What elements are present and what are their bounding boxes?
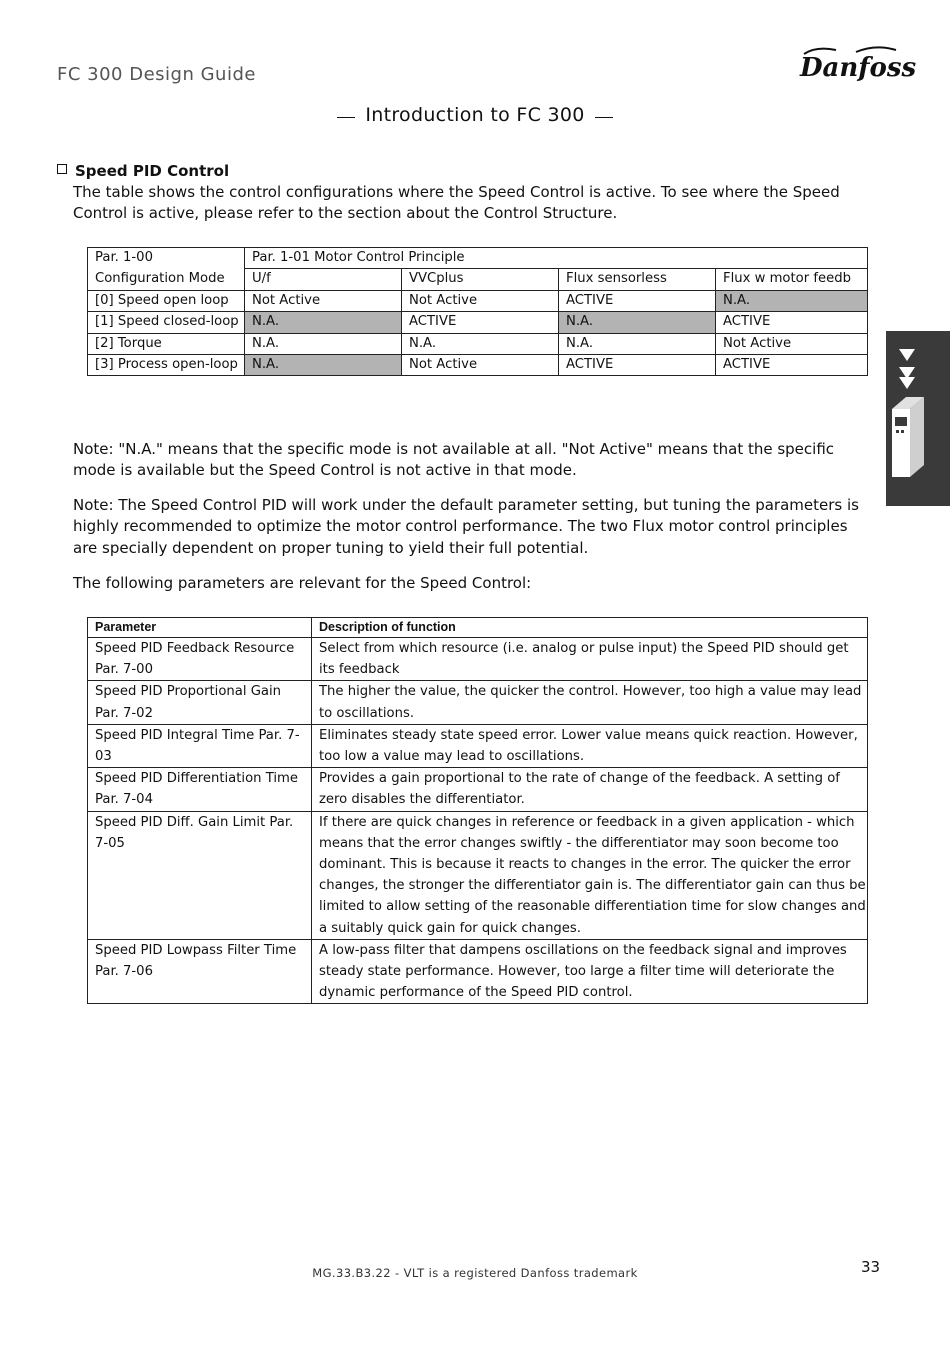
table-cell: Not Active	[716, 333, 868, 354]
table-cell: ACTIVE	[716, 355, 868, 376]
table-cell-shaded: N.A.	[245, 355, 402, 376]
table-cell-shaded: N.A.	[716, 290, 868, 311]
description-cell: Provides a gain proportional to the rate of change of the feedback. A setting of zero disables the differentiator.	[312, 768, 868, 811]
table-row	[88, 724, 868, 767]
table-cell: N.A.	[402, 333, 559, 354]
column-header: Flux sensorless	[559, 269, 716, 290]
parameter-cell: Speed PID Lowpass Filter Time Par. 7-06	[88, 939, 312, 1004]
table-row	[88, 290, 868, 311]
description-cell: Select from which resource (i.e. analog or pulse input) the Speed PID should get its feedback	[312, 638, 868, 681]
description-cell: Eliminates steady state speed error. Lower value means quick reaction. However, too low a value may lead to oscillations.	[312, 724, 868, 767]
table-cell: Not Active	[245, 290, 402, 311]
parameters-intro: The following parameters are relevant for the Speed Control:	[73, 574, 532, 592]
table-cell: ACTIVE	[559, 290, 716, 311]
footer-trademark: MG.33.B3.22 - VLT is a registered Danfoss trademark	[312, 1266, 638, 1280]
table-row	[88, 638, 868, 681]
table-cell: ACTIVE	[559, 355, 716, 376]
corner-cell-line1: Par. 1-00	[88, 248, 245, 269]
mode-cell: [1] Speed closed-loop	[88, 312, 245, 333]
subsection-title: Speed PID Control	[75, 162, 230, 180]
parameter-table	[87, 617, 868, 1004]
table-cell: ACTIVE	[716, 312, 868, 333]
table-cell-shaded: N.A.	[245, 312, 402, 333]
heading-dash-left	[337, 117, 355, 118]
svg-text:Danfoss: Danfoss	[800, 53, 917, 83]
table-cell: Not Active	[402, 290, 559, 311]
table-row	[88, 355, 868, 376]
note-na-paragraph: Note: "N.A." means that the specific mode is not available at all. "Not Active" means that the specific mode is available but the Speed Control is not active in that mode.	[73, 440, 835, 480]
mode-cell: [2] Torque	[88, 333, 245, 354]
table-cell: Not Active	[402, 355, 559, 376]
column-header: U/f	[245, 269, 402, 290]
parameter-cell: Speed PID Differentiation Time Par. 7-04	[88, 768, 312, 811]
column-header-parameter: Parameter	[88, 618, 312, 638]
table-cell-shaded: N.A.	[559, 312, 716, 333]
parameter-cell: Speed PID Proportional Gain Par. 7-02	[88, 681, 312, 724]
chapter-side-tab	[886, 331, 950, 506]
table-cell: N.A.	[245, 333, 402, 354]
config-columns-row	[88, 269, 868, 290]
square-bullet-icon	[57, 164, 67, 174]
description-cell: The higher the value, the quicker the control. However, too high a value may lead to oscillations.	[312, 681, 868, 724]
drive-unit-icon	[886, 331, 950, 506]
config-header-row	[88, 248, 868, 269]
table-row	[88, 811, 868, 939]
intro-paragraph: The table shows the control configurations where the Speed Control is active. To see where the Speed Control is active, please refer to the section about the Control Structure.	[73, 183, 840, 223]
description-cell: If there are quick changes in reference or feedback in a given application - which means that the error changes swiftly - the differentiator may soon become too dominant. This is because it reacts to changes in the error. The quicker the error changes, the stronger the differentiator gain is. The differentiator gain can thus be limited to allow setting of the reasonable differentiation time for slow changes and a suitably quick gain for quick changes.	[312, 811, 868, 939]
document-title: FC 300 Design Guide	[57, 64, 256, 85]
heading-dash-right	[595, 117, 613, 118]
table-row	[88, 768, 868, 811]
column-header: VVCplus	[402, 269, 559, 290]
table-cell: ACTIVE	[402, 312, 559, 333]
description-cell: A low-pass filter that dampens oscillations on the feedback signal and improves steady state performance. However, too large a filter time will deteriorate the dynamic performance of the Speed PID control.	[312, 939, 868, 1004]
configuration-table	[87, 247, 868, 376]
mode-cell: [3] Process open-loop	[88, 355, 245, 376]
section-heading	[0, 104, 950, 126]
subsection-heading	[57, 162, 229, 180]
param-header-row	[88, 618, 868, 638]
table-row	[88, 333, 868, 354]
danfoss-logo	[796, 44, 917, 84]
column-header-description: Description of function	[312, 618, 868, 638]
page-number: 33	[861, 1258, 881, 1276]
group-header: Par. 1-01 Motor Control Principle	[245, 248, 868, 269]
note-tuning-paragraph: Note: The Speed Control PID will work under the default parameter setting, but tuning the parameters is highly recommended to optimize the motor control performance. The two Flux motor control principles are specially dependent on proper tuning to yield their full potential.	[73, 496, 859, 557]
column-header: Flux w motor feedb	[716, 269, 868, 290]
corner-cell-line2: Configuration Mode	[88, 269, 245, 290]
parameter-cell: Speed PID Diff. Gain Limit Par. 7-05	[88, 811, 312, 939]
table-cell: N.A.	[559, 333, 716, 354]
table-row	[88, 312, 868, 333]
parameter-cell: Speed PID Feedback Resource Par. 7-00	[88, 638, 312, 681]
mode-cell: [0] Speed open loop	[88, 290, 245, 311]
parameter-cell: Speed PID Integral Time Par. 7-03	[88, 724, 312, 767]
table-row	[88, 681, 868, 724]
table-row	[88, 939, 868, 1004]
section-title: Introduction to FC 300	[365, 104, 585, 126]
